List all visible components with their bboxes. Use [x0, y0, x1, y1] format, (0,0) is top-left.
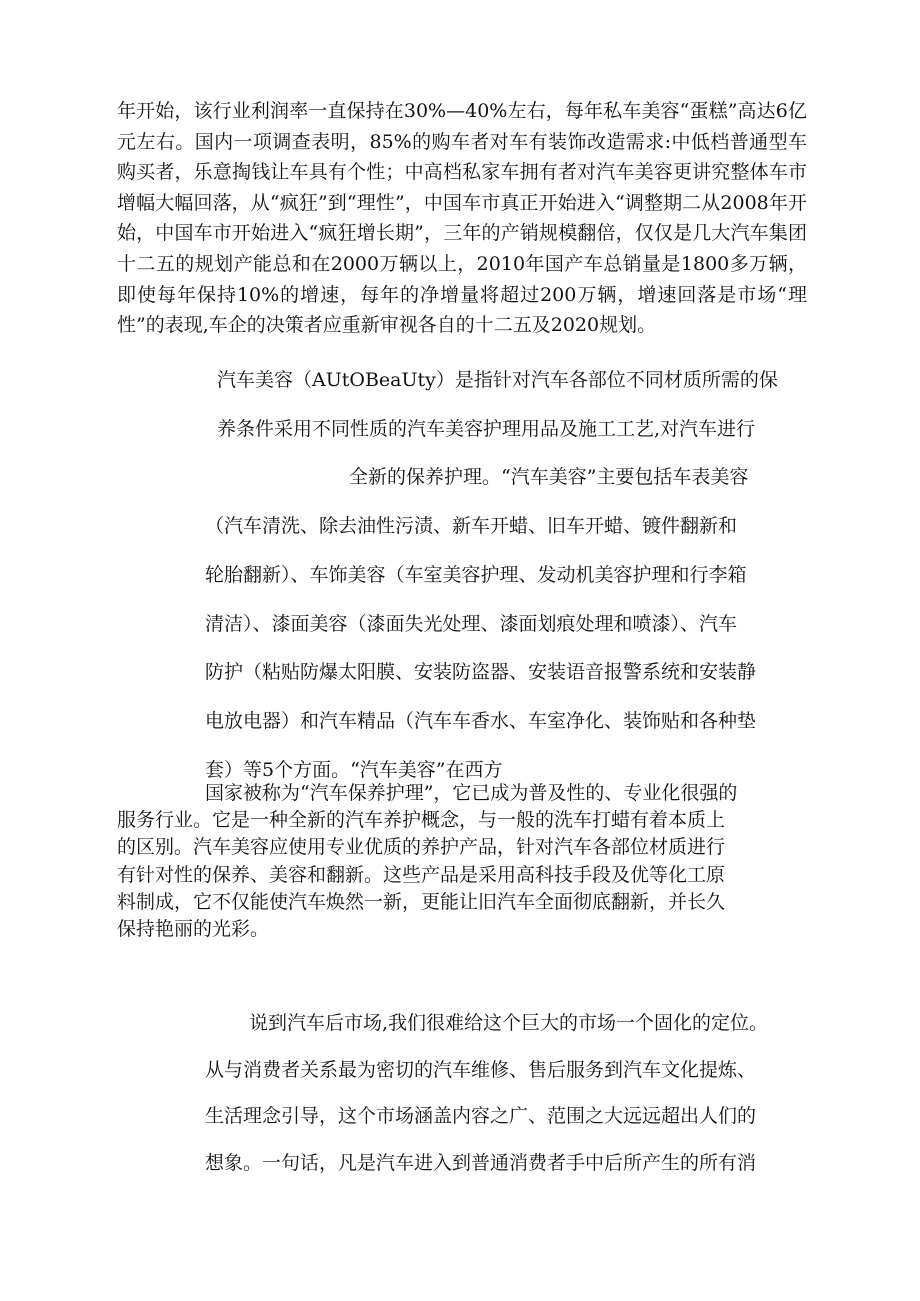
text-line: 说到汽车后市场,我们很难给这个巨大的市场一个固化的定位。 — [249, 1012, 769, 1034]
paragraph-auto-beauty-definition — [205, 356, 795, 794]
text-line: 国家被称为“汽车保养护理”，它已成为普及性的、专业化很强的 — [205, 782, 738, 804]
paragraph-market-profit: 年开始，该行业利润率一直保持在30%—40%左右，每年私车美容“蛋糕”高达6亿元左右。国内一项调查表明，85%的购车者对车有装饰改造需求:中低档普通型车购买者，乐意掏钱让车具有个性；中高档私家车拥有者对汽车美容更讲究整体车市增幅大幅回落，从“疯狂”到“理性”，中国车市真正开始进入“调整期二从2008年开始，中国车市开始进入“疯狂增长期”，三年的产销规模翻倍，仅仅是几大汽车集团十二五的规划产能总和在2000万辆以上，2010年国产车总销量是1800多万辆，即使每年保持10%的增速，每年的净增量将超过200万辆，增速回落是市场“理性”的表现,车企的决策者应重新审视各自的十二五及2020规划。 — [117, 100, 807, 337]
text-line: 从与消费者关系最为密切的汽车维修、售后服务到汽车文化提炼、 — [205, 1058, 757, 1081]
paragraph-western-car-care — [117, 780, 807, 943]
text-line: 有针对性的保养、美容和翻新。这些产品是采用高科技手段及优等化工原 — [117, 863, 726, 886]
text-line: 轮胎翻新）、车饰美容（车室美容护理、发动机美容护理和行李箱 — [205, 563, 747, 586]
text-line: 料制成，它不仅能使汽车焕然一新，更能让旧汽车全面彻底翻新，并长久 — [117, 890, 726, 913]
text-line: 保持艳丽的光彩。 — [117, 918, 270, 941]
text-line: 的区别。汽车美容应使用专业优质的养护产品，针对汽车各部位材质进行 — [117, 836, 726, 859]
text-line: 电放电器）和汽车精品（汽车车香水、车室净化、装饰贴和各种垫 — [205, 709, 757, 732]
text-line: 服务行业。它是一种全新的汽车养护概念，与一般的洗车打蜡有着本质上 — [117, 809, 726, 832]
text-line: 套）等5个方面。“汽车美容”在西方 — [205, 758, 503, 781]
paragraph-aftermarket — [205, 1000, 805, 1187]
text-line: 养条件采用不同性质的汽车美容护理用品及施工工艺,对汽车进行 — [217, 417, 756, 440]
text-line: 汽车美容（AUtOBeaUty）是指针对汽车各部位不同材质所需的保 — [217, 369, 778, 391]
text-line: 想象。一句话，凡是汽车进入到普通消费者手中后所产生的所有消 — [205, 1152, 757, 1175]
text-line: 全新的保养护理。“汽车美容”主要包括车表美容 — [349, 466, 749, 489]
text-line: 防护（粘贴防爆太阳膜、安装防盗器、安装语音报警系统和安装静 — [205, 661, 757, 684]
text-line: 生活理念引导，这个市场涵盖内容之广、范围之大远远超出人们的 — [205, 1105, 757, 1128]
text-line: 清洁）、漆面美容（漆面失光处理、漆面划痕处理和喷漆）、汽车 — [205, 612, 738, 635]
text-line: （汽车清洗、除去油性污渍、新车开蜡、旧车开蜡、镀件翻新和 — [205, 515, 738, 538]
